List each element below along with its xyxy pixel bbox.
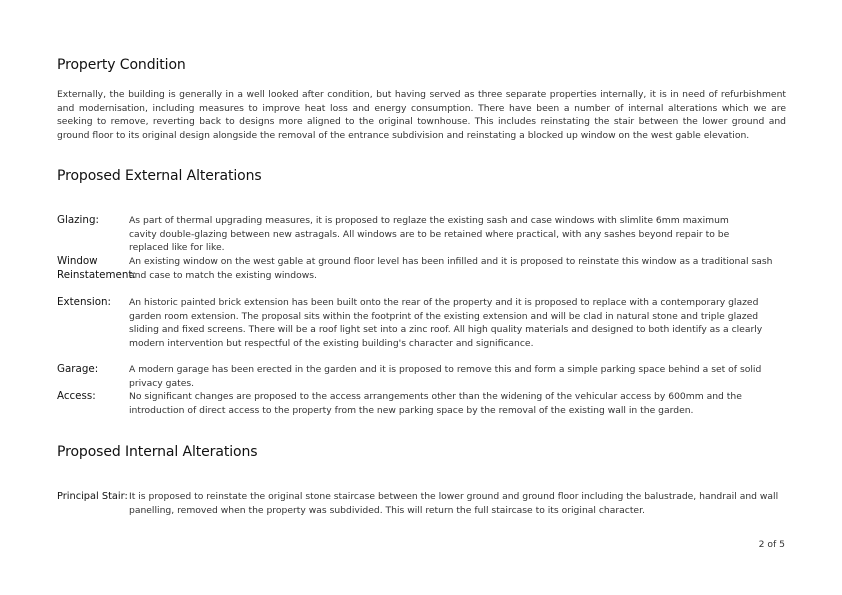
heading-external-alterations: Proposed External Alterations <box>57 168 262 184</box>
item-window-reinstatement <box>57 255 786 282</box>
text-glazing: As part of thermal upgrading measures, it is proposed to reglaze the existing sash and case windows with slimlite 6mm maximum cavity double-glazing between new astragals. All windows are to be retained where practical, with any sashes beyond repair to be replaced like for like. <box>129 215 730 253</box>
text-garage: A modern garage has been erected in the garden and it is proposed to remove this and form a simple parking space behind a set of solid privacy gates. <box>129 364 762 389</box>
heading-property-condition: Property Condition <box>57 57 186 73</box>
item-garage <box>57 363 786 390</box>
label-window-reinstatement: Window Reinstatement: <box>57 255 136 281</box>
text-access: No significant changes are proposed to the access arrangements other than the widening of the vehicular access by 600mm and the introduction of direct access to the property from the new parking space by the removal of the existing wall in the garden. <box>129 391 742 416</box>
text-principal-stair: It is proposed to reinstate the original stone staircase between the lower ground and ground floor including the balustrade, handrail and wall panelling, removed when the property was subdivided. This will return the full staircase to its original character. <box>129 491 779 516</box>
item-glazing <box>57 214 786 255</box>
label-principal-stair: Principal Stair: <box>57 491 128 502</box>
label-extension: Extension: <box>57 296 112 308</box>
label-glazing: Glazing: <box>57 214 99 226</box>
item-principal-stair <box>57 490 786 517</box>
text-window-reinstatement: An existing window on the west gable at ground floor level has been infilled and it is proposed to reinstate this window as a traditional sash and case to match the existing windows. <box>129 256 773 281</box>
page-number: 2 of 5 <box>758 539 785 550</box>
heading-internal-alterations: Proposed Internal Alterations <box>57 444 258 460</box>
text-extension: An historic painted brick extension has been built onto the rear of the property and it is proposed to replace with a contemporary glazed garden room extension. The proposal sits within the footprint of the existing extension and will be clad in natural stone and triple glazed sliding and fixed screens. There will be a roof light set into a zinc roof. All high quality materials and designed to both identify as a clearly modern intervention but respectful of the existing building's character and significance. <box>129 297 763 349</box>
label-garage: Garage: <box>57 363 99 375</box>
paragraph-property-condition: Externally, the building is generally in a well looked after condition, but having served as three separate properties internally, it is in need of refurbishment and modernisation, including measures to improve heat loss and energy consumption. There have been a number of internal alterations which we are seeking to remove, reverting back to designs more aligned to the original townhouse. This includes reinstating the stair between the lower ground and ground floor to its original design alongside the removal of the entrance subdivision and reinstating a blocked up window on the west gable elevation. <box>57 89 786 141</box>
label-access: Access: <box>57 390 96 402</box>
item-extension <box>57 296 786 350</box>
item-access <box>57 390 786 417</box>
